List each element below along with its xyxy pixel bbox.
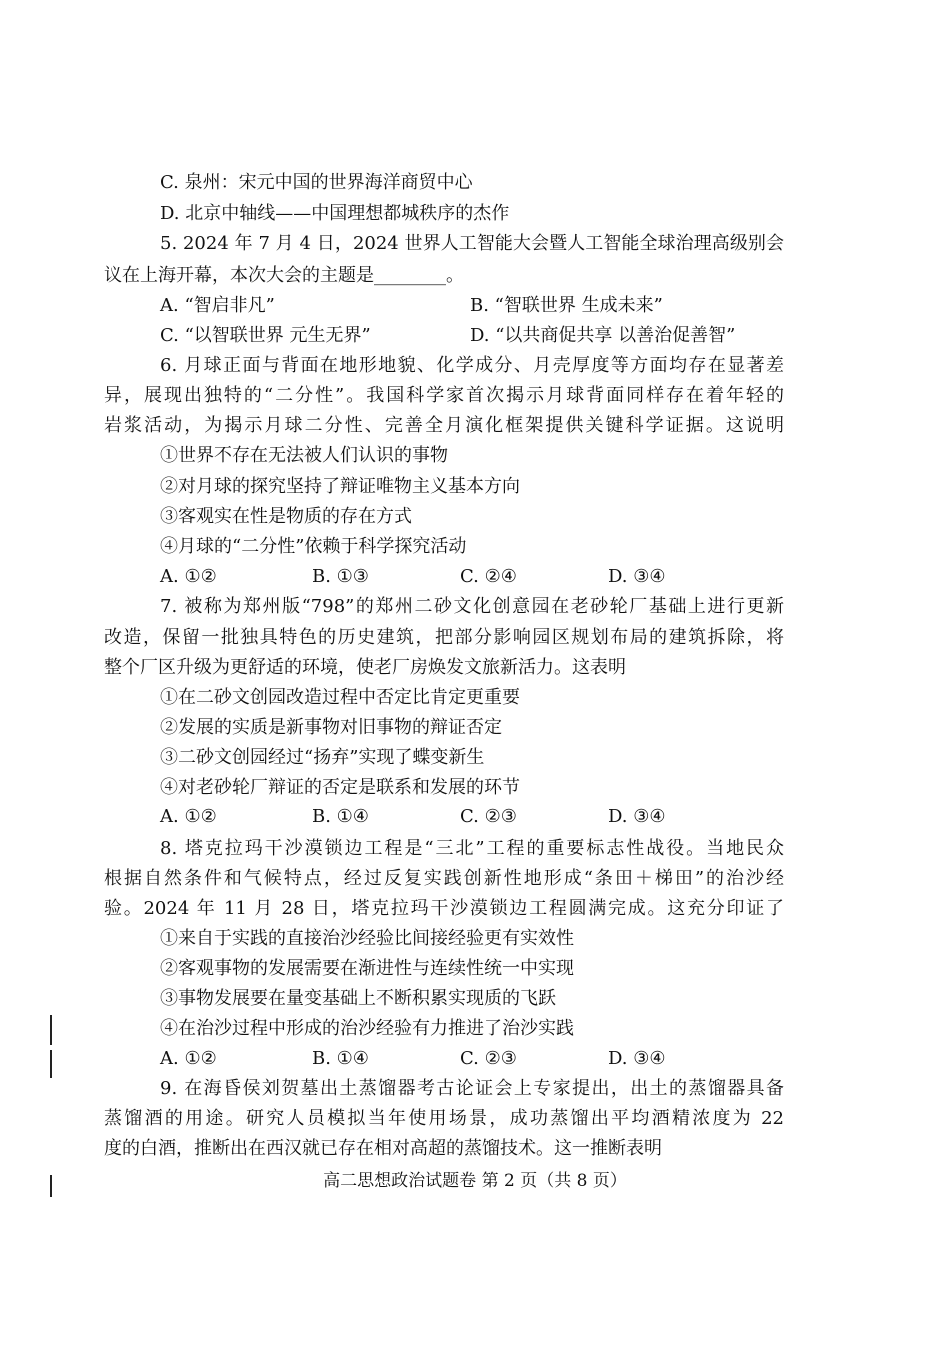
q7-stem-line-3: 整个厂区升级为更舒适的环境，使老厂房焕发文旅新活力。这表明: [104, 657, 626, 678]
page-footer: 高二思想政治试题卷 第 2 页（共 8 页）: [323, 1171, 627, 1191]
q8-item-4: ④在治沙过程中形成的治沙经验有力推进了治沙实践: [160, 1018, 574, 1039]
q5-option-d: D. “以共商促共享 以善治促善智”: [470, 325, 736, 346]
q5-option-b: B. “智联世界 生成未来”: [470, 295, 663, 316]
q6-option-d: D. ③④: [608, 566, 666, 587]
q7-item-1: ①在二砂文创园改造过程中否定比肯定更重要: [160, 687, 520, 708]
q6-option-c: C. ②④: [460, 566, 517, 587]
q7-item-3: ③二砂文创园经过“扬弃”实现了蝶变新生: [160, 747, 485, 768]
q9-stem-line-2: 蒸馏酒的用途。研究人员模拟当年使用场景，成功蒸馏出平均酒精浓度为 22: [104, 1108, 784, 1129]
q8-item-1: ①来自于实践的直接治沙经验比间接经验更有实效性: [160, 928, 574, 949]
q8-stem-line-1: 8. 塔克拉玛干沙漠锁边工程是“三北”工程的重要标志性战役。当地民众: [160, 838, 784, 859]
q7-stem-line-1: 7. 被称为郑州版“798”的郑州二砂文化创意园在老砂轮厂基础上进行更新: [160, 596, 784, 617]
q7-item-4: ④对老砂轮厂辩证的否定是联系和发展的环节: [160, 777, 520, 798]
q9-stem-line-1: 9. 在海昏侯刘贺墓出土蒸馏器考古论证会上专家提出，出土的蒸馏器具备: [160, 1078, 784, 1099]
q6-stem-line-2: 异，展现出独特的“二分性”。我国科学家首次揭示月球背面同样存在着年轻的: [104, 385, 784, 406]
q7-stem-line-2: 改造，保留一批独具特色的历史建筑，把部分影响园区规划布局的建筑拆除，将: [104, 627, 784, 648]
q6-item-2: ②对月球的探究坚持了辩证唯物主义基本方向: [160, 476, 520, 497]
q6-item-3: ③客观实在性是物质的存在方式: [160, 506, 412, 527]
q8-stem-line-2: 根据自然条件和气候特点，经过反复实践创新性地形成“条田＋梯田”的治沙经: [104, 868, 784, 889]
q8-item-3: ③事物发展要在量变基础上不断积累实现质的飞跃: [160, 988, 556, 1009]
q5-stem-line-2: 议在上海开幕，本次大会的主题是________。: [104, 265, 464, 286]
q8-item-2: ②客观事物的发展需要在渐进性与连续性统一中实现: [160, 958, 574, 979]
q5-stem-line-1: 5. 2024 年 7 月 4 日，2024 世界人工智能大会暨人工智能全球治理高级别会: [160, 233, 784, 254]
q8-option-a: A. ①②: [160, 1048, 217, 1069]
q8-option-c: C. ②③: [460, 1048, 517, 1069]
q4-option-d: D. 北京中轴线——中国理想都城秩序的杰作: [160, 203, 510, 224]
q6-option-b: B. ①③: [312, 566, 369, 587]
q5-option-c: C. “以智联世界 元生无界”: [160, 325, 371, 346]
q6-stem-line-3: 岩浆活动，为揭示月球二分性、完善全月演化框架提供关键科学证据。这说明: [104, 415, 784, 436]
q8-stem-line-3: 验。2024 年 11 月 28 日，塔克拉玛干沙漠锁边工程圆满完成。这充分印证了: [104, 898, 784, 919]
q8-option-b: B. ①④: [312, 1048, 369, 1069]
binding-mark: [50, 1015, 52, 1045]
q7-option-a: A. ①②: [160, 806, 217, 827]
q7-item-2: ②发展的实质是新事物对旧事物的辩证否定: [160, 717, 502, 738]
q7-option-c: C. ②③: [460, 806, 517, 827]
q6-stem-line-1: 6. 月球正面与背面在地形地貌、化学成分、月壳厚度等方面均存在显著差: [160, 355, 784, 376]
q5-option-a: A. “智启非凡”: [160, 295, 275, 316]
q4-option-c: C. 泉州：宋元中国的世界海洋商贸中心: [160, 172, 473, 193]
q6-option-a: A. ①②: [160, 566, 217, 587]
q6-item-1: ①世界不存在无法被人们认识的事物: [160, 445, 448, 466]
q9-stem-line-3: 度的白酒，推断出在西汉就已存在相对高超的蒸馏技术。这一推断表明: [104, 1138, 662, 1159]
q8-option-d: D. ③④: [608, 1048, 666, 1069]
q6-item-4: ④月球的“二分性”依赖于科学探究活动: [160, 536, 467, 557]
binding-mark: [50, 1050, 52, 1078]
q7-option-b: B. ①④: [312, 806, 369, 827]
binding-mark: [50, 1175, 52, 1197]
q7-option-d: D. ③④: [608, 806, 666, 827]
